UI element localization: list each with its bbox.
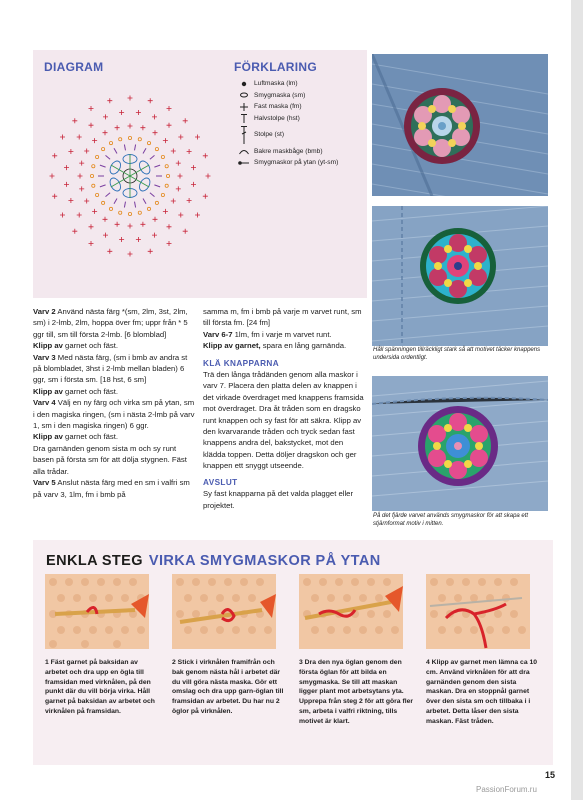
- legend-label: Luftmaska (lm): [254, 80, 298, 88]
- plus-mark: [64, 182, 69, 187]
- plus-mark: [115, 222, 120, 227]
- plus-mark: [103, 217, 108, 222]
- sc-mark: [128, 136, 131, 139]
- instruction-run: garnet och fäst.: [62, 432, 119, 442]
- plus-mark: [178, 213, 183, 218]
- plus-mark: [187, 198, 192, 203]
- plus-mark: [176, 161, 181, 166]
- sc-mark: [109, 207, 112, 210]
- plus-mark: [176, 186, 181, 191]
- legend-heading: FÖRKLARING: [234, 60, 317, 74]
- sc-mark: [165, 184, 168, 187]
- legend-label: Halvstolpe (hst): [254, 115, 300, 123]
- instruction-paragraph: [33, 431, 195, 442]
- sc-mark: [96, 193, 99, 196]
- sc-mark: [119, 138, 122, 141]
- plus-icon: [236, 102, 252, 112]
- hdc-mark: [135, 202, 136, 208]
- instruction-run: Klipp av garnet,: [203, 341, 261, 351]
- sc-mark: [119, 211, 122, 214]
- plus-mark: [152, 233, 157, 238]
- diagram-heading: DIAGRAM: [44, 60, 104, 74]
- plus-mark: [72, 118, 77, 123]
- step-4-text: 4 Klipp av garnet men lämna ca 10 cm. Använd virknålen för att dra garnänden genom den sista maskan. Dra en stoppnål garnet över den sista sm och tillbaka i i arbetet. Detta låser den sista maskan. Fäst tråden.: [426, 659, 538, 725]
- instruction-paragraph: [33, 443, 195, 477]
- round-instructions: [203, 306, 365, 352]
- instruction-run: Anslut nästa färg med en sm i valfri sm på varv 3, 1lm, fm i bmb på: [33, 478, 190, 499]
- instruction-paragraph: [33, 477, 195, 500]
- legend-item: [236, 145, 366, 157]
- plus-mark: [84, 199, 89, 204]
- plus-mark: [183, 229, 188, 234]
- step-3-photo: [299, 574, 403, 649]
- step-4-photo: [426, 574, 530, 649]
- page-number: 15: [545, 770, 556, 780]
- plus-mark: [119, 110, 124, 115]
- plus-mark: [107, 98, 112, 103]
- plus-mark: [119, 237, 124, 242]
- plus-mark: [84, 149, 89, 154]
- legend-label: Bakre maskbåge (bmb): [254, 147, 323, 155]
- sc-mark: [161, 155, 164, 158]
- plus-mark: [60, 213, 65, 218]
- instruction-run: Varv 2: [33, 307, 56, 316]
- filled-dot-icon: [236, 80, 252, 88]
- sc-mark: [138, 138, 141, 141]
- watermark: PassionForum.ru: [476, 785, 537, 794]
- denim-button-photo-3: [372, 376, 548, 511]
- plus-mark: [167, 106, 172, 111]
- instruction-paragraph: [33, 386, 195, 397]
- plus-mark: [52, 153, 57, 158]
- instruction-paragraph: [203, 340, 365, 351]
- instruction-paragraph: [33, 306, 195, 340]
- sc-mark: [109, 142, 112, 145]
- instruction-run: Använd nästa färg *(sm, 2lm, 3st, 2lm, sm) i 2-lmb, 2lm, hoppa över fm; uppr från * 5 ggr till, sm till första 2-lmb. [6 blomblad]: [33, 307, 188, 339]
- plus-mark: [187, 149, 192, 154]
- sc-mark: [147, 142, 150, 145]
- instruction-paragraph: [203, 329, 365, 340]
- plus-mark: [68, 149, 73, 154]
- plus-mark: [92, 138, 97, 143]
- instruction-run: Varv 6-7: [203, 329, 233, 339]
- hdc-mark: [100, 165, 106, 167]
- plus-mark: [171, 199, 176, 204]
- denim-button-photo-2: [372, 206, 548, 346]
- instruction-run: spara en lång garnända.: [260, 341, 347, 351]
- hdc-mark: [100, 185, 106, 187]
- arrow-dot-icon: [236, 159, 252, 167]
- plus-mark: [89, 241, 94, 246]
- sc-mark: [155, 148, 158, 151]
- plus-mark: [92, 209, 97, 214]
- plus-mark: [167, 224, 172, 229]
- plus-mark: [103, 233, 108, 238]
- plus-mark: [171, 149, 176, 154]
- instruction-run: Klipp av: [33, 386, 63, 396]
- plus-mark: [50, 174, 55, 179]
- plus-mark: [140, 125, 145, 130]
- photo-caption-2: På det fjärde varvet används smygmaskor för att skapa ett stjärnformat motiv i mitten.: [373, 513, 529, 527]
- plus-mark: [77, 135, 82, 140]
- plus-mark: [136, 110, 141, 115]
- legend-item: [236, 78, 366, 90]
- plus-mark: [136, 237, 141, 242]
- hdc-mark: [143, 148, 146, 153]
- plus-mark: [52, 194, 57, 199]
- hdc-mark: [124, 202, 125, 208]
- plus-mark: [191, 182, 196, 187]
- instruction-run: Varv 5: [33, 478, 56, 488]
- plus-mark: [183, 118, 188, 123]
- sc-mark: [90, 174, 93, 177]
- plus-mark: [203, 194, 208, 199]
- sc-mark: [161, 193, 164, 196]
- plus-mark: [79, 161, 84, 166]
- sc-mark: [147, 207, 150, 210]
- plus-mark: [128, 252, 133, 257]
- klae-heading: KLÄ KNAPPARNA: [203, 358, 280, 368]
- plus-mark: [89, 106, 94, 111]
- legend-label: Smygmaskor på ytan (yt-sm): [254, 159, 339, 167]
- sc-mark: [166, 174, 169, 177]
- avslut-text: Sy fast knapparna på det valda plagget eller projektet.: [203, 489, 354, 510]
- instruction-run: garnet och fäst.: [62, 341, 119, 351]
- hdc-mark: [106, 155, 111, 159]
- oval-icon: [236, 91, 252, 99]
- hdc-mark: [150, 193, 155, 197]
- plus-mark: [115, 125, 120, 130]
- instruction-run: Klipp av: [33, 341, 63, 351]
- legend-item: [236, 101, 366, 113]
- instruction-run: Varv 3: [33, 352, 56, 362]
- hdc-mark: [114, 148, 117, 153]
- sc-mark: [92, 165, 95, 168]
- plus-mark: [195, 213, 200, 218]
- legend-item: [236, 90, 366, 102]
- hdc-mark: [143, 199, 146, 204]
- arc-icon: [236, 147, 252, 155]
- denim-button-photo-1: [372, 54, 548, 196]
- plus-mark: [178, 135, 183, 140]
- legend-label: Fast maska (fm): [254, 103, 302, 111]
- step-3-text: 3 Dra den nya öglan genom den första öglan för att bilda en smygmaska. Se till att maskan ligger plant mot arbetsytans yta. Upprepa från steg 2 för att göra fler sm, arbeta i valfri riktning, tills motivet är klart.: [299, 659, 414, 725]
- step-1-photo: [45, 574, 149, 649]
- page-edge-strip: [571, 0, 583, 800]
- plus-mark: [148, 98, 153, 103]
- legend-item: [236, 113, 366, 125]
- sc-mark: [102, 148, 105, 151]
- tall-stitch-icon: [236, 125, 252, 145]
- instruction-run: Välj en ny färg och virka sm på ytan, sm i den magiska ringen, (sm i nästa 2-lmb på varv 1, sm i den magiska ringen) 6 ggr.: [33, 398, 195, 431]
- instruction-paragraph: [33, 397, 195, 431]
- instruction-run: 1lm, fm i varje m varvet runt.: [232, 329, 332, 339]
- sc-mark: [102, 201, 105, 204]
- legend-label: Stolpe (st): [254, 131, 285, 139]
- crochet-diagram: [40, 76, 220, 276]
- plus-mark: [153, 130, 158, 135]
- step-2-photo: [172, 574, 276, 649]
- plus-mark: [89, 224, 94, 229]
- plus-mark: [78, 174, 83, 179]
- hdc-mark: [124, 145, 125, 151]
- hdc-mark: [106, 193, 111, 197]
- instruction-run: Varv 4: [33, 398, 56, 408]
- plus-mark: [72, 229, 77, 234]
- plus-mark: [77, 213, 82, 218]
- plus-mark: [103, 130, 108, 135]
- instruction-paragraph: [203, 306, 365, 329]
- hdc-mark: [135, 145, 136, 151]
- hdc-mark: [114, 199, 117, 204]
- instruction-run: Klipp av: [33, 432, 63, 442]
- sc-mark: [138, 211, 141, 214]
- sc-mark: [96, 155, 99, 158]
- plus-mark: [128, 224, 133, 229]
- plus-mark: [128, 96, 133, 101]
- legend-item: [236, 157, 366, 169]
- plus-mark: [195, 135, 200, 140]
- plus-mark: [178, 174, 183, 179]
- sc-mark: [155, 201, 158, 204]
- instructions-right-column: [203, 306, 365, 511]
- plus-mark: [206, 174, 211, 179]
- hdc-mark: [154, 165, 160, 167]
- hdc-mark: [154, 185, 160, 187]
- plus-mark: [191, 165, 196, 170]
- plus-mark: [64, 165, 69, 170]
- plus-mark: [60, 135, 65, 140]
- steps-title-secondary: VIRKA SMYGMASKOR PÅ YTAN: [148, 553, 381, 569]
- sc-mark: [128, 212, 131, 215]
- plus-mark: [79, 186, 84, 191]
- photo-caption-1: Håll spänningen tillräckligt stark så att motivet täcker knappens undersida ordentligt.: [373, 347, 541, 361]
- plus-mark: [167, 241, 172, 246]
- plus-mark: [148, 249, 153, 254]
- steps-title-primary: ENKLA STEG: [46, 553, 143, 569]
- plus-mark: [140, 222, 145, 227]
- instruction-paragraph: [33, 340, 195, 351]
- klae-text: Trä den långa trådänden genom alla maskor i varv 7. Placera den platta delen av knappen i det virkade överdraget med knappens framsida mot överdraget. Dra åt tråden som en dragsko runt knappen och sy fast för att säkra. Klipp av den kvarvarande tråden och tryck sedan fast knappens andra del, bakstycket, mot den klädda toppen. Detta döljer dragskon och ger knappen ett snyggt utseende.: [203, 370, 364, 471]
- instruction-run: garnet och fäst.: [62, 386, 119, 396]
- plus-mark: [89, 123, 94, 128]
- instruction-run: Med nästa färg, (sm i bmb av andra st på blombladet, 3hst i 2-lmb mellan bladen) 6 ggr, sm i första sm. [18 hst, 6 sm]: [33, 352, 188, 385]
- steps-title: [46, 553, 381, 569]
- plus-mark: [103, 114, 108, 119]
- step-1-text: 1 Fäst garnet på baksidan av arbetet och dra upp en ögla till framsidan med virknålen, på den punkt där du vill börja virka. Håll garnet på baksidan av arbetet och virknålen på framsidan.: [45, 659, 155, 715]
- t-bar-icon: [236, 113, 252, 124]
- plus-mark: [152, 114, 157, 119]
- sc-mark: [165, 165, 168, 168]
- plus-mark: [128, 124, 133, 129]
- plus-mark: [153, 217, 158, 222]
- hdc-mark: [150, 155, 155, 159]
- plus-mark: [203, 153, 208, 158]
- legend-item: [236, 124, 366, 145]
- avslut-heading: AVSLUT: [203, 477, 238, 487]
- plus-mark: [107, 249, 112, 254]
- legend-label: Smygmaska (sm): [254, 91, 306, 99]
- plus-mark: [163, 209, 168, 214]
- legend-list: [236, 78, 366, 169]
- sc-mark: [92, 184, 95, 187]
- plus-mark: [68, 198, 73, 203]
- instruction-run: samma m, fm i bmb på varje m varvet runt, sm till första fm. [24 fm]: [203, 307, 362, 328]
- instruction-run: Dra garnänden genom sista m och sy runt basen på första sm för att dölja stygnen. Fäst alla trådar.: [33, 443, 187, 476]
- plus-mark: [167, 123, 172, 128]
- step-2-text: 2 Stick i virknålen framifrån och bak genom nästa hål i arbetet där du vill göra nästa maska. Gör ett omslag och dra upp garn-öglan till framsidan av arbetet. Du har nu 2 öglor på virknålen.: [172, 659, 284, 715]
- instructions-left-column: [33, 306, 195, 500]
- instruction-paragraph: [33, 352, 195, 386]
- plus-mark: [163, 138, 168, 143]
